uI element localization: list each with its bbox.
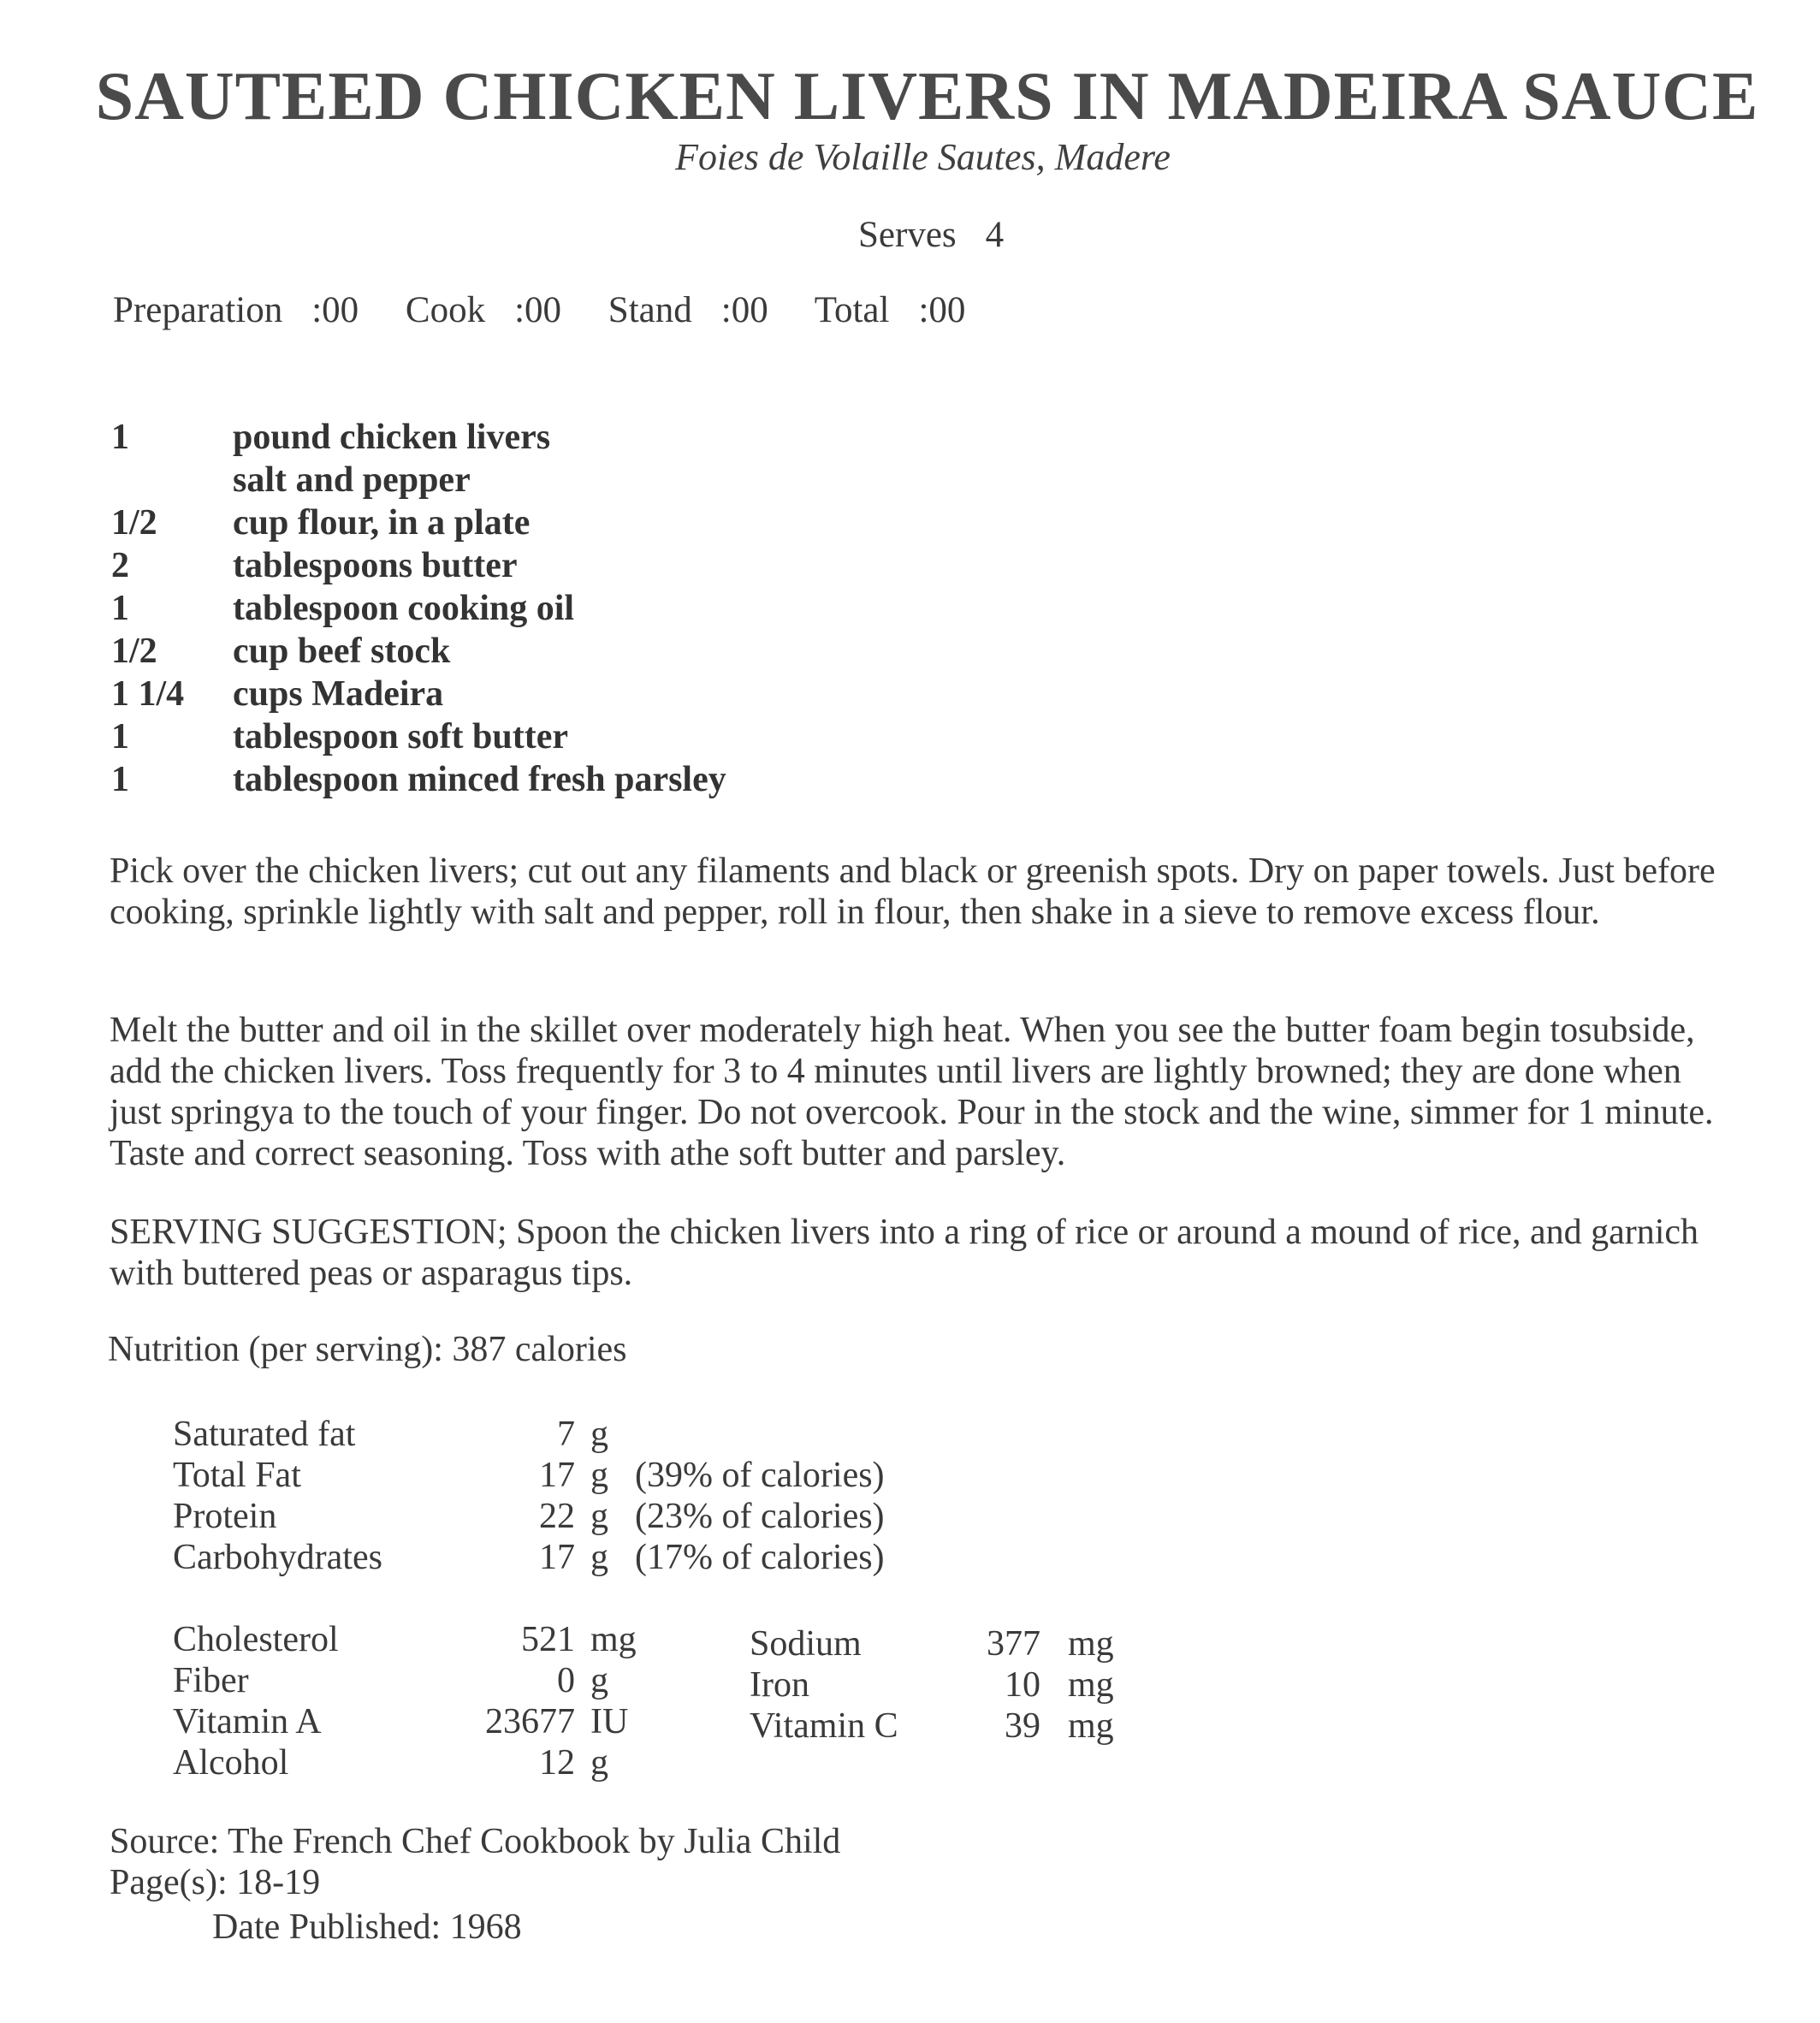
ingredient-qty: 1	[111, 760, 129, 799]
recipe-title: SAUTEED CHICKEN LIVERS IN MADEIRA SAUCE	[95, 59, 1759, 134]
nutrient-unit: mg	[1068, 1665, 1114, 1705]
serving-suggestion: SERVING SUGGESTION; Spoon the chicken livers into a ring of rice or around a mound of rice, and garnich with buttered peas or asparagus tips.	[110, 1213, 1699, 1293]
nutrient-unit: mg	[1068, 1706, 1114, 1746]
nutrient-label: Alcohol	[173, 1743, 289, 1783]
nutrient-unit: mg	[1068, 1624, 1114, 1664]
ingredient-item: tablespoons butter	[233, 546, 518, 585]
nutrient-value: 12	[539, 1743, 575, 1783]
nutrient-label: Cholesterol	[173, 1620, 339, 1659]
nutrition-row	[173, 1701, 772, 1742]
ingredient-qty: 1	[111, 418, 129, 457]
nutrient-unit: IU	[590, 1702, 629, 1741]
nutrient-label: Sodium	[750, 1624, 862, 1664]
nutrient-label: Fiber	[173, 1661, 249, 1700]
nutrient-label: Protein	[173, 1497, 277, 1536]
ingredient-qty: 2	[111, 546, 129, 585]
nutrition-row	[750, 1664, 1263, 1706]
nutrient-value: 17	[539, 1538, 575, 1577]
ingredient-item: salt and pepper	[233, 460, 471, 500]
nutrition-heading: Nutrition (per serving): 387 calories	[108, 1330, 627, 1369]
source-block	[110, 1821, 840, 1903]
nutrition-row	[173, 1537, 943, 1578]
nutrient-label: Iron	[750, 1665, 809, 1705]
ingredient-item: cup flour, in a plate	[233, 503, 531, 543]
ingredient-item: tablespoon soft butter	[233, 717, 569, 756]
ingredient-qty: 1	[111, 717, 129, 756]
ingredient-item: tablespoon cooking oil	[233, 589, 575, 628]
nutrient-value: 23677	[485, 1702, 575, 1741]
ingredient-qty: 1/2	[111, 632, 157, 671]
pages-line: Page(s): 18-19	[110, 1863, 321, 1902]
nutrient-label: Saturated fat	[173, 1415, 356, 1454]
ingredient-item: pound chicken livers	[233, 418, 551, 457]
ingredient-qty: 1/2	[111, 503, 157, 543]
nutrient-label: Total Fat	[173, 1456, 301, 1495]
nutrient-unit: g	[590, 1456, 608, 1495]
nutrition-row	[173, 1660, 772, 1701]
nutrition-row	[173, 1742, 772, 1783]
ingredient-item: cups Madeira	[233, 674, 444, 714]
source-line: Source: The French Chef Cookbook by Julia Child	[110, 1822, 841, 1861]
nutrient-unit: mg	[590, 1620, 637, 1659]
nutrient-value: 10	[1005, 1665, 1040, 1705]
nutrient-percent: (17% of calories)	[635, 1538, 885, 1577]
nutrient-label: Carbohydrates	[173, 1538, 382, 1577]
time-label-total: Total	[814, 290, 890, 330]
nutrition-left-table	[173, 1619, 772, 1783]
time-label-stand: Stand	[608, 290, 692, 330]
nutrient-value: 0	[557, 1661, 575, 1700]
instruction-paragraph-prep: Pick over the chicken livers; cut out any filaments and black or greenish spots. Dry on paper towels. Just before cooking, sprinkle lightly with salt and pepper, roll in flour, then shake in a sieve to remove excess flour.	[110, 851, 1716, 932]
nutrient-percent: (23% of calories)	[635, 1497, 885, 1536]
nutrient-unit: g	[590, 1538, 608, 1577]
nutrition-row	[750, 1706, 1263, 1747]
nutrition-row	[173, 1619, 772, 1660]
nutrient-unit: g	[590, 1497, 608, 1536]
ingredient-item: tablespoon minced fresh parsley	[233, 760, 726, 799]
nutrient-value: 17	[539, 1456, 575, 1495]
serves-value: 4	[985, 215, 1005, 255]
nutrition-row	[173, 1496, 943, 1537]
serves-label: Serves	[858, 215, 957, 255]
instruction-paragraph-cook: Melt the butter and oil in the skillet over moderately high heat. When you see the butter foam begin tosubside, add the chicken livers. Toss frequently for 3 to 4 minutes until livers are lightly browned; they are done when just springya to the touch of your finger. Do not overcook. Pour in the stock and the wine, simmer for 1 minute. Taste and correct seasoning. Toss with athe soft butter and parsley.	[110, 1011, 1714, 1173]
nutrient-value: 521	[521, 1620, 575, 1659]
nutrition-macros-table	[173, 1414, 943, 1578]
nutrient-label: Vitamin A	[173, 1702, 322, 1741]
nutrient-unit: g	[590, 1415, 608, 1454]
time-value-cook: :00	[514, 290, 562, 330]
serves-line	[858, 214, 1004, 256]
nutrient-label: Vitamin C	[750, 1706, 898, 1746]
nutrient-value: 7	[557, 1415, 575, 1454]
time-value-total: :00	[918, 290, 966, 330]
nutrition-row	[173, 1455, 943, 1496]
nutrition-row	[173, 1414, 943, 1455]
nutrition-row	[750, 1623, 1263, 1664]
recipe-subtitle: Foies de Volaille Sautes, Madere	[675, 136, 1171, 178]
ingredient-qty: 1 1/4	[111, 674, 185, 714]
nutrient-value: 39	[1005, 1706, 1040, 1746]
nutrient-unit: g	[590, 1661, 608, 1700]
time-value-stand: :00	[720, 290, 768, 330]
times-line	[113, 289, 1003, 331]
time-value-preparation: :00	[311, 290, 359, 330]
ingredient-qty: 1	[111, 589, 129, 628]
nutrient-percent: (39% of calories)	[635, 1456, 885, 1495]
time-label-preparation: Preparation	[113, 290, 283, 330]
time-label-cook: Cook	[405, 290, 486, 330]
nutrition-right-table	[750, 1623, 1263, 1747]
date-published: Date Published: 1968	[212, 1907, 522, 1947]
nutrient-unit: g	[590, 1743, 608, 1783]
ingredient-item: cup beef stock	[233, 632, 451, 671]
nutrient-value: 22	[539, 1497, 575, 1536]
nutrient-value: 377	[987, 1624, 1040, 1664]
